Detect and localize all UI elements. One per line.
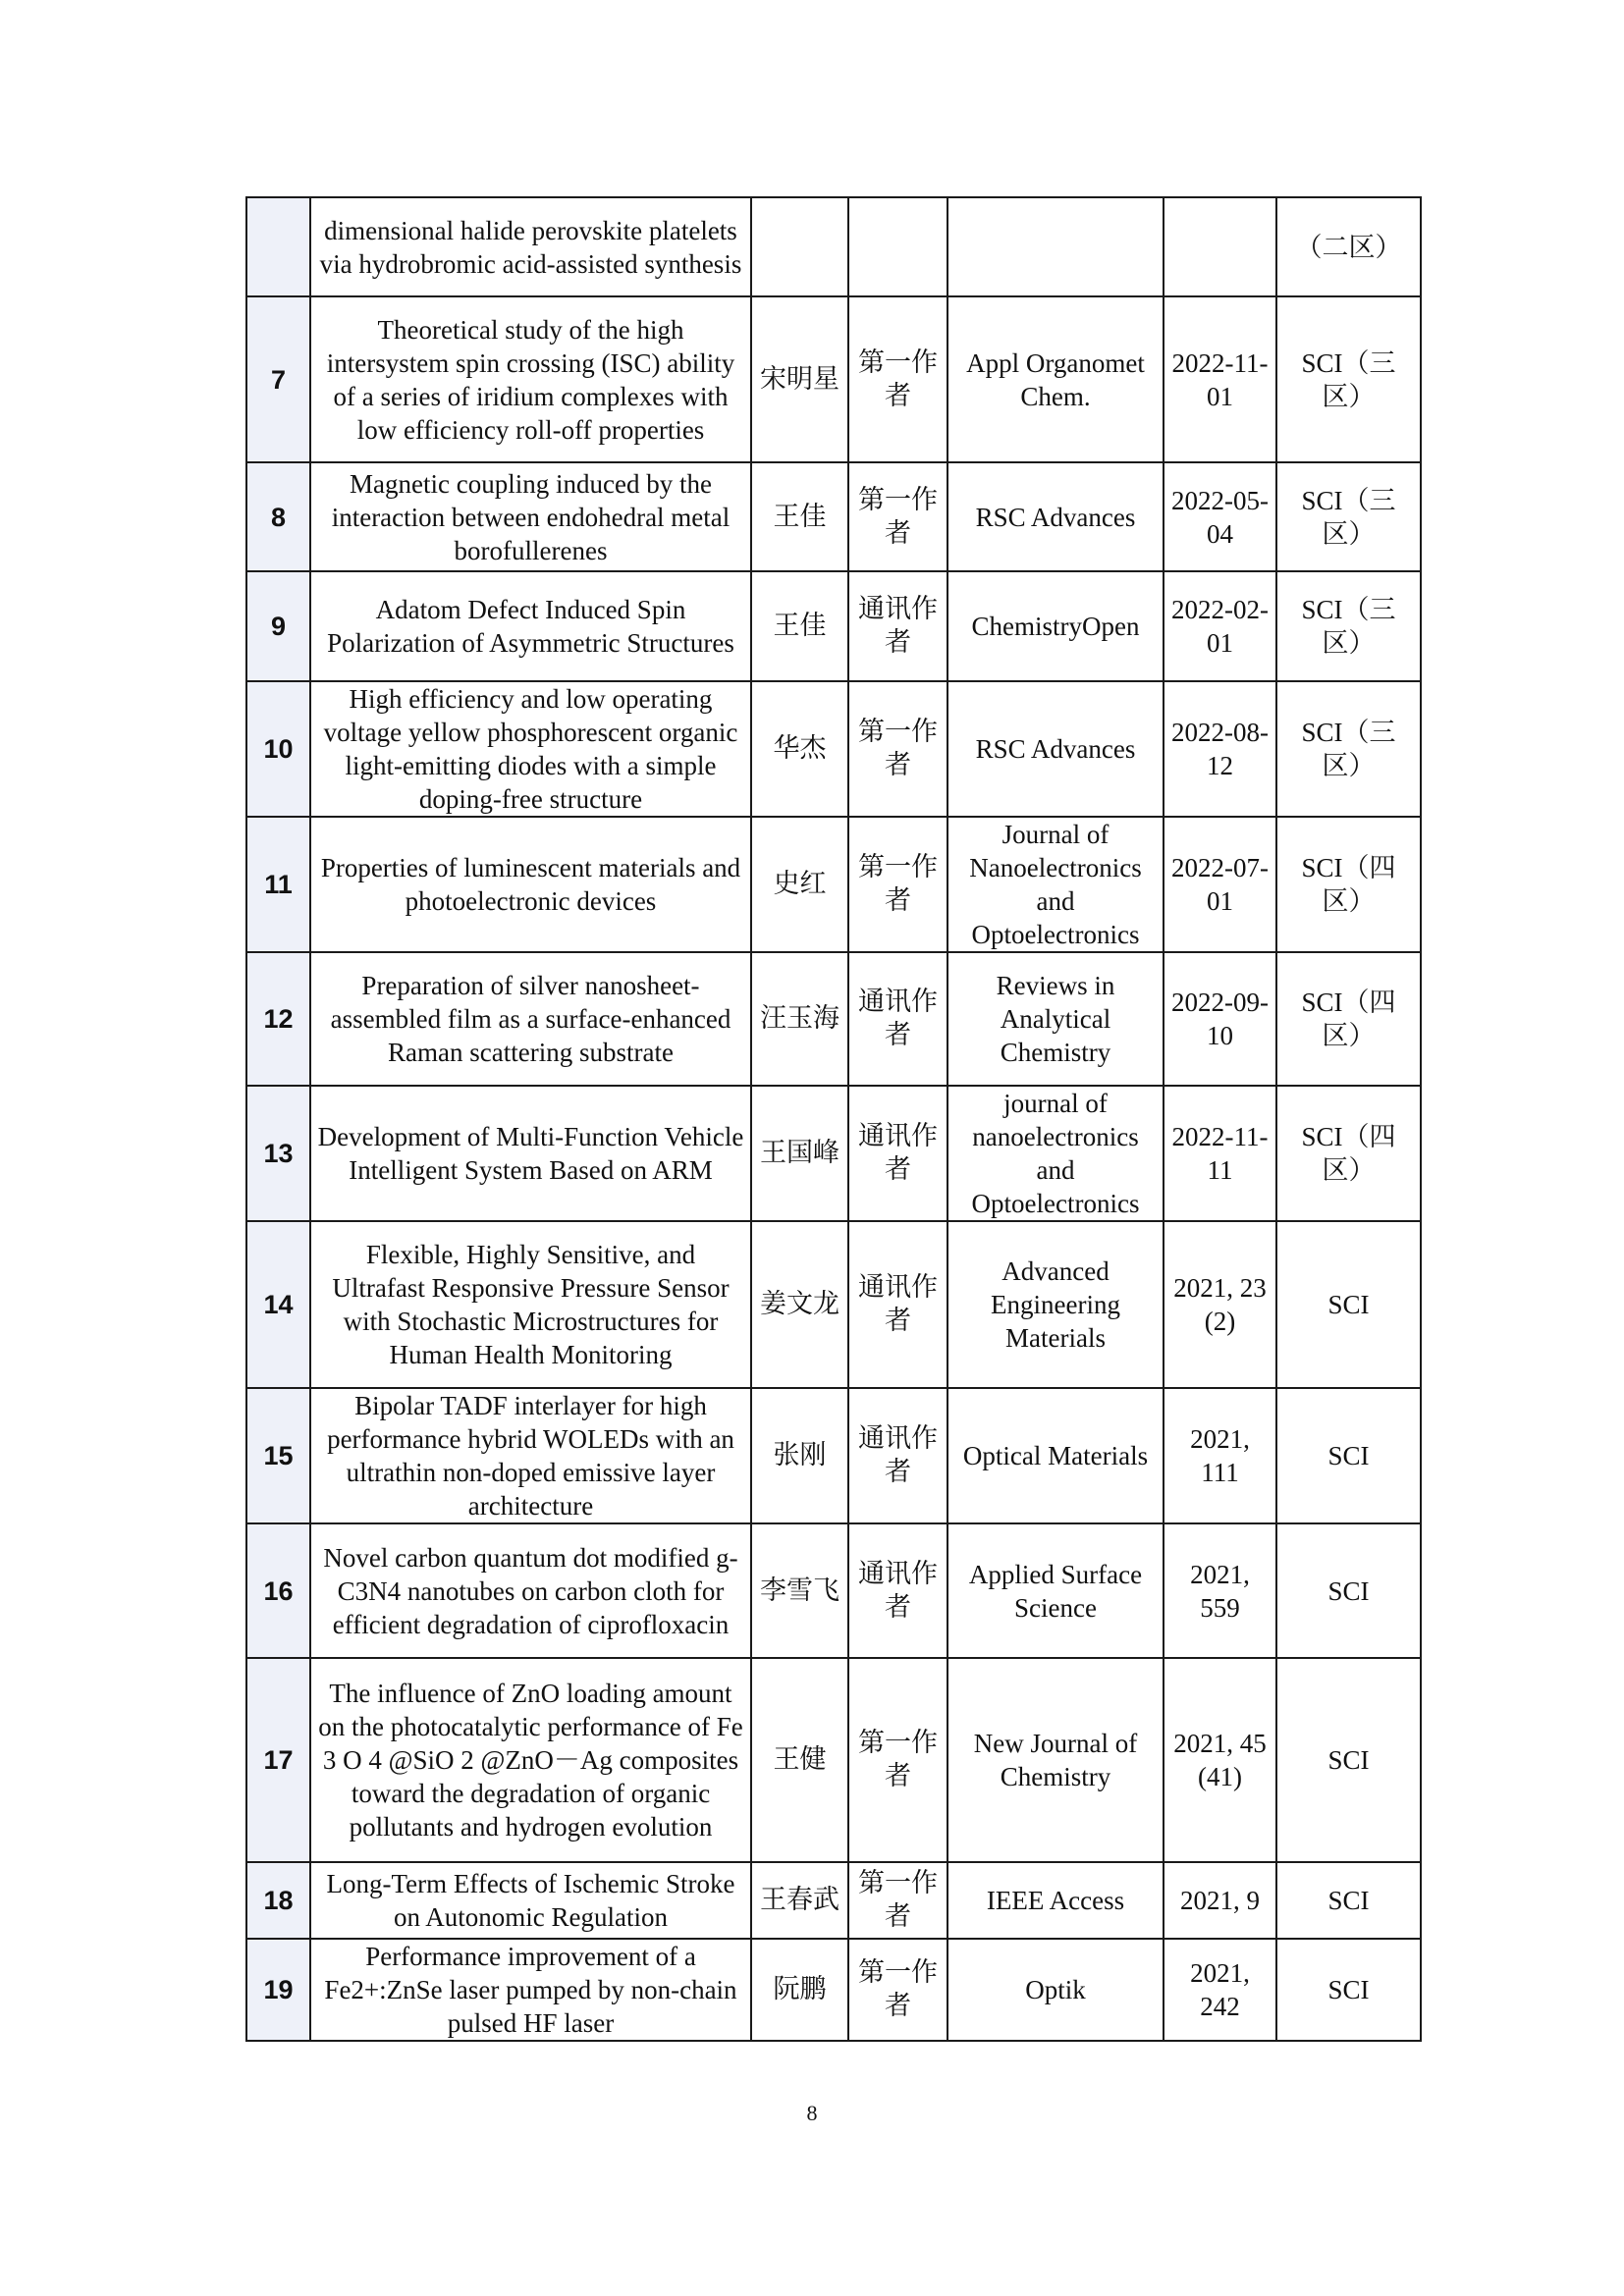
journal-name: ChemistryOpen bbox=[947, 571, 1164, 681]
journal-name: Advanced Engineering Materials bbox=[947, 1221, 1164, 1388]
author-name: 阮鹏 bbox=[751, 1939, 848, 2041]
row-number: 14 bbox=[246, 1221, 310, 1388]
author-name: 王春武 bbox=[751, 1862, 848, 1939]
row-number: 18 bbox=[246, 1862, 310, 1939]
paper-title: dimensional halide perovskite platelets via hydrobromic acid-assisted synthesis bbox=[310, 197, 751, 296]
table-row bbox=[246, 1221, 1421, 1388]
author-role: 通讯作者 bbox=[848, 571, 947, 681]
journal-name: Journal of Nanoelectronics and Optoelectronics bbox=[947, 817, 1164, 952]
author-name: 王佳 bbox=[751, 571, 848, 681]
publish-date: 2021, 45 (41) bbox=[1164, 1658, 1276, 1862]
publish-date: 2022-11-01 bbox=[1164, 296, 1276, 462]
author-role: 第一作者 bbox=[848, 296, 947, 462]
table-row bbox=[246, 1658, 1421, 1862]
author-name: 汪玉海 bbox=[751, 952, 848, 1086]
row-number: 16 bbox=[246, 1523, 310, 1658]
journal-name: journal of nanoelectronics and Optoelectronics bbox=[947, 1086, 1164, 1221]
author-role: 通讯作者 bbox=[848, 1523, 947, 1658]
paper-title: Performance improvement of a Fe2+:ZnSe laser pumped by non-chain pulsed HF laser bbox=[310, 1939, 751, 2041]
table-row bbox=[246, 1862, 1421, 1939]
author-role: 第一作者 bbox=[848, 1862, 947, 1939]
index-level: SCI bbox=[1276, 1221, 1421, 1388]
journal-name bbox=[947, 197, 1164, 296]
table-row bbox=[246, 296, 1421, 462]
author-name: 宋明星 bbox=[751, 296, 848, 462]
author-name: 李雪飞 bbox=[751, 1523, 848, 1658]
table-row bbox=[246, 681, 1421, 817]
journal-name: Optik bbox=[947, 1939, 1164, 2041]
row-number: 13 bbox=[246, 1086, 310, 1221]
index-level: （二区） bbox=[1276, 197, 1421, 296]
author-role: 第一作者 bbox=[848, 817, 947, 952]
journal-name: Appl Organomet Chem. bbox=[947, 296, 1164, 462]
table-row bbox=[246, 571, 1421, 681]
author-role: 第一作者 bbox=[848, 681, 947, 817]
author-name: 张刚 bbox=[751, 1388, 848, 1523]
publish-date bbox=[1164, 197, 1276, 296]
paper-title: Properties of luminescent materials and photoelectronic devices bbox=[310, 817, 751, 952]
index-level: SCI（三区） bbox=[1276, 462, 1421, 571]
paper-title: Adatom Defect Induced Spin Polarization of Asymmetric Structures bbox=[310, 571, 751, 681]
publish-date: 2021, 9 bbox=[1164, 1862, 1276, 1939]
row-number: 12 bbox=[246, 952, 310, 1086]
paper-title: Theoretical study of the high intersystem spin crossing (ISC) ability of a series of iridium complexes with low efficiency roll-off properties bbox=[310, 296, 751, 462]
index-level: SCI（三区） bbox=[1276, 681, 1421, 817]
author-role: 第一作者 bbox=[848, 1658, 947, 1862]
index-level: SCI（三区） bbox=[1276, 571, 1421, 681]
table-row bbox=[246, 1086, 1421, 1221]
paper-title: The influence of ZnO loading amount on the photocatalytic performance of Fe 3 O 4 @SiO 2 @ZnO－Ag composites toward the degradation of organic pollutants and hydrogen evolution bbox=[310, 1658, 751, 1862]
table-row bbox=[246, 817, 1421, 952]
author-role: 通讯作者 bbox=[848, 1221, 947, 1388]
author-role: 第一作者 bbox=[848, 462, 947, 571]
journal-name: Reviews in Analytical Chemistry bbox=[947, 952, 1164, 1086]
publish-date: 2021, 559 bbox=[1164, 1523, 1276, 1658]
row-number: 17 bbox=[246, 1658, 310, 1862]
row-number: 19 bbox=[246, 1939, 310, 2041]
table-row bbox=[246, 952, 1421, 1086]
author-role: 通讯作者 bbox=[848, 1388, 947, 1523]
publish-date: 2022-07-01 bbox=[1164, 817, 1276, 952]
author-name: 姜文龙 bbox=[751, 1221, 848, 1388]
row-number: 8 bbox=[246, 462, 310, 571]
index-level: SCI bbox=[1276, 1862, 1421, 1939]
index-level: SCI（四区） bbox=[1276, 817, 1421, 952]
row-number bbox=[246, 197, 310, 296]
author-name bbox=[751, 197, 848, 296]
table-row bbox=[246, 1388, 1421, 1523]
publish-date: 2022-02-01 bbox=[1164, 571, 1276, 681]
paper-title: Long-Term Effects of Ischemic Stroke on Autonomic Regulation bbox=[310, 1862, 751, 1939]
paper-title: Magnetic coupling induced by the interaction between endohedral metal borofullerenes bbox=[310, 462, 751, 571]
author-role: 第一作者 bbox=[848, 1939, 947, 2041]
index-level: SCI（四区） bbox=[1276, 952, 1421, 1086]
author-name: 史红 bbox=[751, 817, 848, 952]
index-level: SCI bbox=[1276, 1523, 1421, 1658]
author-name: 王健 bbox=[751, 1658, 848, 1862]
author-name: 华杰 bbox=[751, 681, 848, 817]
author-name: 王佳 bbox=[751, 462, 848, 571]
paper-title: Novel carbon quantum dot modified g-C3N4 nanotubes on carbon cloth for efficient degradation of ciprofloxacin bbox=[310, 1523, 751, 1658]
table-row bbox=[246, 197, 1421, 296]
publish-date: 2021, 23 (2) bbox=[1164, 1221, 1276, 1388]
paper-title: Flexible, Highly Sensitive, and Ultrafast Responsive Pressure Sensor with Stochastic Microstructures for Human Health Monitoring bbox=[310, 1221, 751, 1388]
row-number: 9 bbox=[246, 571, 310, 681]
publish-date: 2022-05-04 bbox=[1164, 462, 1276, 571]
table-row bbox=[246, 1939, 1421, 2041]
publish-date: 2022-11-11 bbox=[1164, 1086, 1276, 1221]
index-level: SCI（三区） bbox=[1276, 296, 1421, 462]
publish-date: 2021, 111 bbox=[1164, 1388, 1276, 1523]
author-role: 通讯作者 bbox=[848, 1086, 947, 1221]
author-role: 通讯作者 bbox=[848, 952, 947, 1086]
author-role bbox=[848, 197, 947, 296]
publish-date: 2022-08-12 bbox=[1164, 681, 1276, 817]
index-level: SCI（四区） bbox=[1276, 1086, 1421, 1221]
journal-name: RSC Advances bbox=[947, 681, 1164, 817]
publication-table bbox=[245, 196, 1422, 2042]
index-level: SCI bbox=[1276, 1939, 1421, 2041]
journal-name: Applied Surface Science bbox=[947, 1523, 1164, 1658]
row-number: 10 bbox=[246, 681, 310, 817]
row-number: 7 bbox=[246, 296, 310, 462]
author-name: 王国峰 bbox=[751, 1086, 848, 1221]
table-row bbox=[246, 462, 1421, 571]
publish-date: 2021, 242 bbox=[1164, 1939, 1276, 2041]
paper-title: Development of Multi-Function Vehicle Intelligent System Based on ARM bbox=[310, 1086, 751, 1221]
row-number: 11 bbox=[246, 817, 310, 952]
journal-name: IEEE Access bbox=[947, 1862, 1164, 1939]
paper-title: Preparation of silver nanosheet-assembled film as a surface-enhanced Raman scattering substrate bbox=[310, 952, 751, 1086]
journal-name: RSC Advances bbox=[947, 462, 1164, 571]
journal-name: Optical Materials bbox=[947, 1388, 1164, 1523]
page-number: 8 bbox=[806, 2101, 818, 2125]
paper-title: High efficiency and low operating voltage yellow phosphorescent organic light-emitting diodes with a simple doping-free structure bbox=[310, 681, 751, 817]
publication-table-body bbox=[246, 197, 1421, 2041]
index-level: SCI bbox=[1276, 1658, 1421, 1862]
table-row bbox=[246, 1523, 1421, 1658]
publish-date: 2022-09-10 bbox=[1164, 952, 1276, 1086]
row-number: 15 bbox=[246, 1388, 310, 1523]
journal-name: New Journal of Chemistry bbox=[947, 1658, 1164, 1862]
paper-title: Bipolar TADF interlayer for high performance hybrid WOLEDs with an ultrathin non-doped emissive layer architecture bbox=[310, 1388, 751, 1523]
index-level: SCI bbox=[1276, 1388, 1421, 1523]
